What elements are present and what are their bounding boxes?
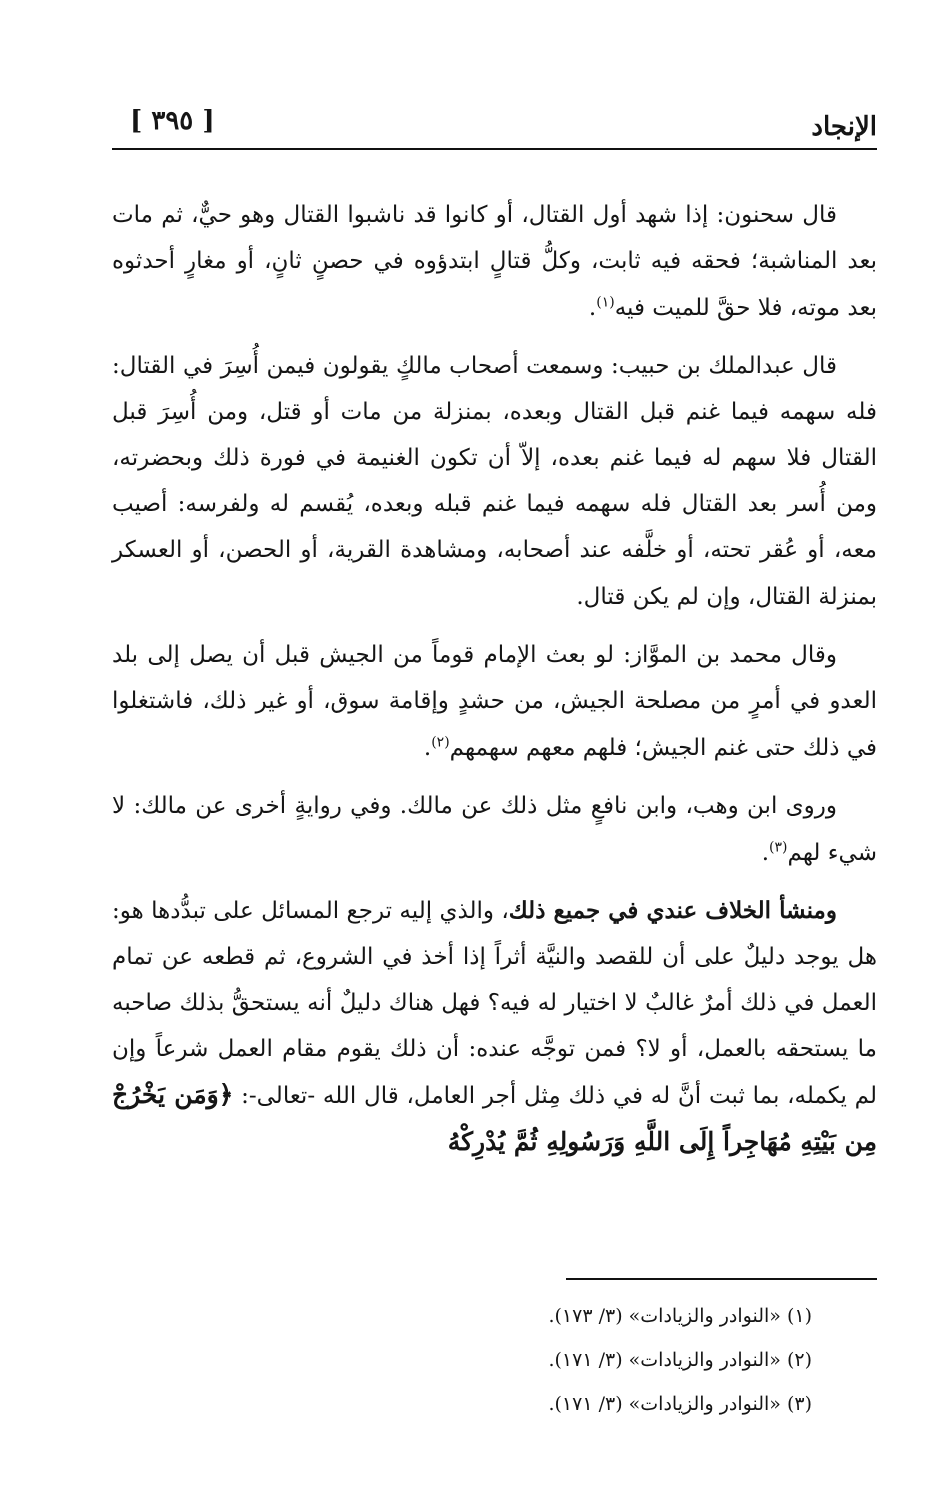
footnote-ref: (٢) [431,734,450,751]
footnote: (١) «النوادر والزيادات» (٣/ ١٧٣). [548,1305,812,1327]
paragraph-tail: . [588,295,597,321]
paragraph-text: قال عبدالملك بن حبيب: وسمعت أصحاب مالكٍ يقولون فيمن أُسِرَ في القتال: فله سهمه فيما غنم قبل القتال وبعده، بمنزلة من مات أو قتل، ومن أُسِرَ قبل القتال فلا سهم له فيما غنم بعده، إلاّ أن تكون الغنيمة في فورة ذلك وبحضرته، ومن أُسر بعد القتال فله سهمه فيما غنم قبله وبعده، يُقسم له ولفرسه: أصيب معه، أو عُقر تحته، أو خلَّفه عند أصحابه، ومشاهدة القرية، أو الحصن، أو العسكر بمنزلة القتال، وإن لم يكن قتال. [112,353,877,610]
quran-verse: ﴿وَمَن يَخْرُجْ مِن بَيْتِهِ مُهَاجِراً إِلَى اللَّهِ وَرَسُولِهِ ثُمَّ يُدْرِكْهُ [112,1080,877,1156]
footnote-divider [566,1278,877,1280]
bold-lead: ومنشأ الخلاف عندي في جميع ذلك [508,897,837,924]
footnote: (٣) «النوادر والزيادات» (٣/ ١٧١). [548,1393,812,1415]
page-number: [ ٣٩٥ ] [130,106,215,136]
paragraph [112,192,877,331]
main-text [112,192,877,1166]
paragraph-text: قال سحنون: إذا شهد أول القتال، أو كانوا قد ناشبوا القتال وهو حيٌّ، ثم مات بعد المناشبة؛ فحقه فيه ثابت، وكلُّ قتالٍ ابتدؤوه في حصنٍ ثانٍ، أو مغارٍ أحدثوه بعد موته، فلا حقَّ للميت فيه [112,202,877,321]
paragraph-text: وروى ابن وهب، وابن نافعٍ مثل ذلك عن مالك. وفي روايةٍ أخرى عن مالك: لا شيء لهم [112,793,877,866]
paragraph-text: ، والذي إليه ترجع المسائل على تبدُّدها هو: هل يوجد دليلٌ على أن للقصد والنيَّة أثراً إذا أخذ في الشروع، ثم قطعه عن تمام العمل في ذلك أمرٌ غالبٌ لا اختيار له فيه؟ فهل هناك دليلٌ أنه يستحقُّ بذلك صاحبه ما يستحقه بالعمل، أو لا؟ فمن توجَّه عنده: أن ذلك يقوم مقام العمل شرعاً وإن لم يكمله، بما ثبت أنَّ له في ذلك مِثل أجر العامل، قال الله -تعالى-: [112,898,877,1109]
paragraph [112,888,877,1166]
footnotes [420,1294,812,1426]
page-header [112,100,877,150]
footnote-ref: (١) [596,294,615,311]
paragraph [112,632,877,771]
paragraph-tail: . [761,840,770,866]
paragraph-text: وقال محمد بن الموَّاز: لو بعث الإمام قوماً من الجيش قبل أن يصل إلى بلد العدو في أمرٍ من مصلحة الجيش، من حشدٍ وإقامة سوق، أو غير ذلك، فاشتغلوا في ذلك حتى غنم الجيش؛ فلهم معهم سهمهم [112,642,877,761]
paragraph-tail: . [423,735,432,761]
running-title: الإنجاد [811,112,877,142]
paragraph [112,343,877,620]
footnote-ref: (٣) [769,839,788,856]
footnote: (٢) «النوادر والزيادات» (٣/ ١٧١). [548,1349,812,1371]
paragraph [112,783,877,876]
